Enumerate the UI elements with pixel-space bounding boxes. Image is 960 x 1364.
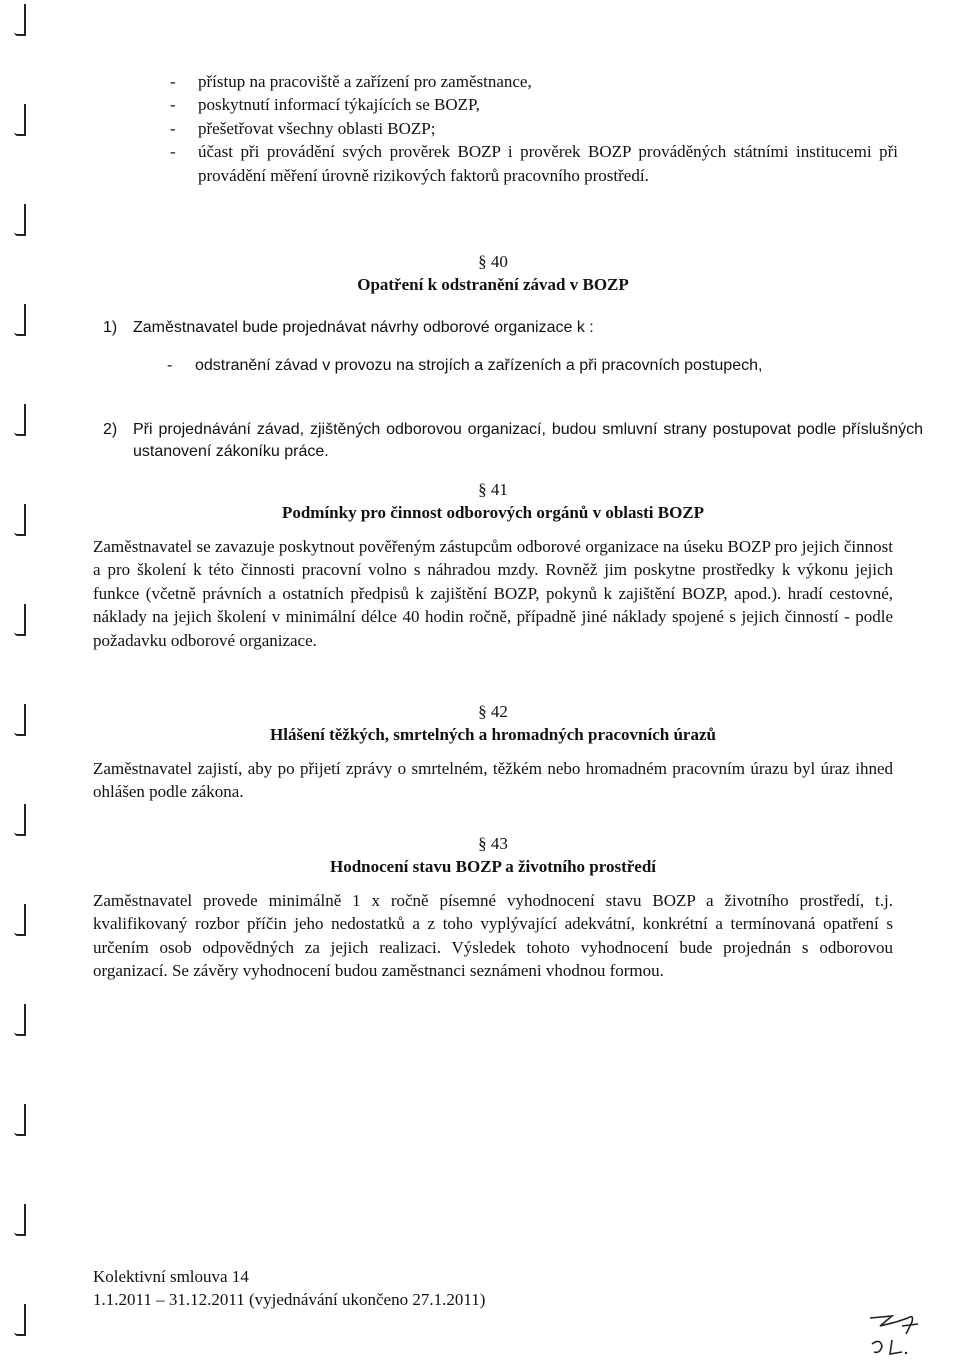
section-title: Hodnocení stavu BOZP a životního prostředí — [329, 857, 657, 877]
access-bullet-list — [168, 70, 898, 187]
s40-item-2 — [103, 419, 923, 463]
section-text: Zaměstnavatel provede minimálně 1 x ročně písemné vyhodnocení stavu BOZP a životního prostředí, t.j. kvalifikovaný rozbor příčin jeho nedostatků a z toho vyplývající adekvátní, konkrétní a termínovaná opatření s určením osob odpovědných za jejich realizaci. Výsledek tohoto vyhodnocení bude projednán s odborovou organizací. Se závěry vyhodnocení budou zaměstnanci seznámeni vhodnou formou. — [93, 890, 893, 981]
section-number: § 42 — [478, 702, 508, 721]
item-number: 2) — [103, 421, 118, 439]
item-number: 1) — [103, 319, 118, 336]
item-text: Zaměstnavatel bude projednávat návrhy odborové organizace k : — [133, 319, 594, 336]
section-42 — [93, 700, 893, 804]
section-text: Zaměstnavatel se zavazuje poskytnout pověřeným zástupcům odborové organizace na úseku BOZP pro jejich činnost a pro školení k této činnosti pracovní volno s náhradou mzdy. Rovněž jim poskytne prostředky k výkonu jejich funkce (včetně právních a ostatních předpisů k zajištění BOZP, pokynů k zajištění BOZP, apod.). hradí cestovné, náklady na jejich školení v minimální délce 40 hodin ročně, případně jiné náklady spojené s jejich činností - podle požadavku odborové organizace. — [93, 536, 893, 650]
section-title: Hlášení těžkých, smrtelných a hromadných pracovních úrazů — [270, 725, 716, 745]
section-41 — [93, 478, 893, 652]
section-title: Opatření k odstranění závad v BOZP — [357, 275, 629, 295]
s40-sub-list — [165, 355, 895, 377]
binding-margin — [0, 0, 40, 1364]
section-title: Podmínky pro činnost odborových orgánů v oblasti BOZP — [281, 503, 705, 523]
section-number: § 41 — [478, 480, 508, 499]
handwritten-initials — [862, 1300, 932, 1360]
section-number: § 40 — [478, 252, 508, 271]
section-40 — [93, 250, 893, 297]
s40-item-1 — [103, 317, 933, 339]
item-text: Při projednávání závad, zjištěných odborovou organizací, budou smluvní strany postupovat podle příslušných ustanovení zákoníku práce. — [133, 421, 923, 461]
section-43 — [93, 832, 893, 983]
footer-title: Kolektivní smlouva 14 — [93, 1267, 249, 1286]
section-number: § 43 — [478, 834, 508, 853]
bullet-item: - účast při provádění svých prověrek BOZP i prověrek BOZP prováděných státními institucemi při provádění měření úrovně rizikových faktorů pracovního prostředí. — [168, 140, 898, 187]
footer-validity: 1.1.2011 – 31.12.2011 (vyjednávání ukončeno 27.1.2011) — [93, 1289, 486, 1309]
bullet-item: - poskytnutí informací týkajících se BOZP, — [168, 93, 898, 116]
footer — [93, 1266, 485, 1312]
bullet-item: - odstranění závad v provozu na strojích a zařízeních a při pracovních postupech, — [165, 355, 895, 377]
bullet-item: - přešetřovat všechny oblasti BOZP; — [168, 117, 898, 140]
bullet-item: - přístup na pracoviště a zařízení pro zaměstnance, — [168, 70, 898, 93]
section-text: Zaměstnavatel zajistí, aby po přijetí zprávy o smrtelném, těžkém nebo hromadném pracovním úrazu byl úraz ihned ohlášen podle zákona. — [93, 758, 893, 802]
